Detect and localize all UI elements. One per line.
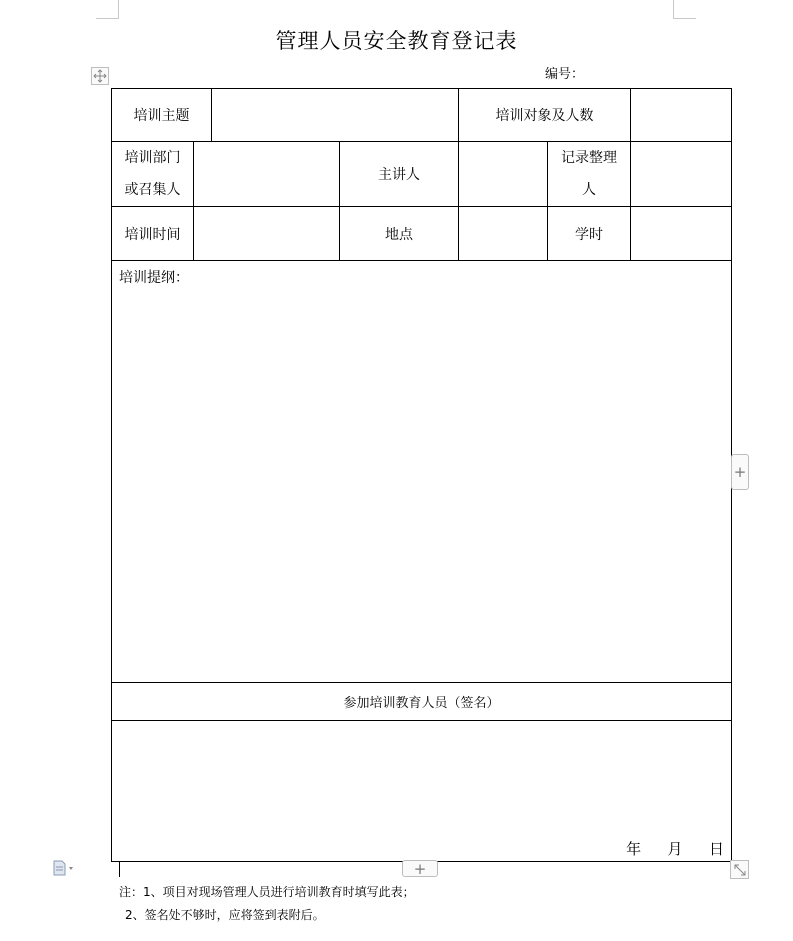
document-title: 管理人员安全教育登记表 [275, 29, 518, 53]
location-label: 地点 [385, 226, 413, 243]
table-resize-handle[interactable] [730, 860, 749, 879]
audience-label-cell [459, 89, 631, 142]
recorder-label-cell [548, 142, 631, 207]
topic-label: 培训主题 [133, 108, 190, 124]
time-label-cell [112, 207, 194, 261]
recorder-value-cell[interactable] [631, 142, 732, 207]
lecturer-label-cell [340, 142, 459, 207]
date-year-label: 年 [626, 840, 642, 858]
lecturer-value-cell[interactable] [459, 142, 548, 207]
date-month-label: 月 [667, 840, 683, 858]
department-value-cell[interactable] [194, 142, 340, 207]
participants-label-cell [112, 683, 732, 721]
outline-cell[interactable] [112, 261, 732, 683]
signature-cell[interactable] [112, 721, 732, 862]
add-column-button[interactable] [731, 454, 749, 490]
paragraph-layout-icon[interactable] [53, 860, 75, 876]
lecturer-label: 主讲人 [378, 167, 420, 183]
notes [119, 881, 415, 927]
time-label: 培训时间 [124, 226, 181, 243]
table-move-handle[interactable] [91, 67, 109, 85]
department-label-line2: 或召集人 [124, 182, 181, 198]
text-cursor [119, 861, 120, 877]
note-line-1: 注：1、项目对现场管理人员进行培训教育时填写此表； [119, 885, 415, 899]
move-icon [93, 69, 107, 83]
participants-label: 参加培训教育人员（签名） [343, 696, 500, 711]
note-line-2: 2、签名处不够时，应将签到表附后。 [125, 908, 325, 922]
date-day-label: 日 [709, 840, 725, 858]
recorder-label-line2: 人 [582, 182, 597, 198]
hours-label: 学时 [575, 226, 604, 243]
recorder-label-line1: 记录整理 [561, 150, 618, 166]
page-corner-top-right [673, 0, 696, 19]
topic-value-cell[interactable] [212, 89, 459, 142]
serial-number-label: 编号： [545, 67, 585, 82]
registration-table [111, 88, 732, 862]
department-label-cell [112, 142, 194, 207]
hours-label-cell [548, 207, 631, 261]
audience-label: 培训对象及人数 [495, 108, 594, 124]
time-value-cell[interactable] [194, 207, 340, 261]
add-row-button[interactable] [402, 860, 438, 877]
topic-label-cell [112, 89, 212, 142]
audience-value-cell[interactable] [631, 89, 732, 142]
department-label-line1: 培训部门 [124, 150, 181, 166]
plus-icon: + [733, 463, 747, 481]
resize-icon [734, 864, 746, 876]
location-value-cell[interactable] [459, 207, 548, 261]
page-corner-top-left [96, 0, 119, 19]
outline-label: 培训提纲： [119, 270, 189, 286]
location-label-cell [340, 207, 459, 261]
plus-icon: + [413, 859, 427, 878]
hours-value-cell[interactable] [631, 207, 732, 261]
